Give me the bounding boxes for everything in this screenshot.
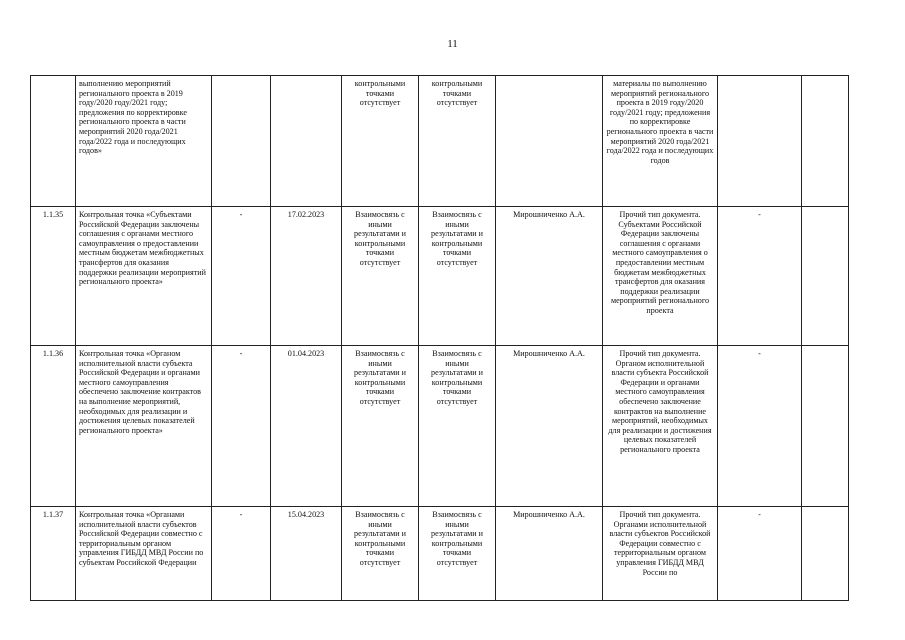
responsible-person: Мирошниченко А.А. [496,346,603,507]
row-number: 1.1.37 [31,507,76,601]
control-level: - [718,346,802,507]
due-date: 15.04.2023 [271,507,342,601]
next-link: Взаимосвязь с иными результатами и контрольными точками отсутствует [419,507,496,601]
document-description: Прочий тип документа. Органами исполнительной власти субъектов Российской Федерации совместно с территориальным органом управления ГИБДД МВД России по [603,507,718,601]
base-value: - [212,346,271,507]
document-description: Прочий тип документа. Органом исполнительной власти субъекта Российской Федерации и органами местного самоуправления обеспечено заключение контрактов на выполнение мероприятий, необходимых для реализации и достижения целевых показателей регионального проекта [603,346,718,507]
responsible-person [496,76,603,207]
previous-link: Взаимосвязь с иными результатами и контрольными точками отсутствует [342,507,419,601]
row-number [31,76,76,207]
control-point-name: Контрольная точка «Субъектами Российской Федерации заключены соглашения с органами местного самоуправления о предоставлении местным бюджетам межбюджетных трансфертов для оказания поддержки реализации мероприятий регионального проекта» [76,207,212,346]
next-link: контрольными точками отсутствует [419,76,496,207]
next-link: Взаимосвязь с иными результатами и контрольными точками отсутствует [419,346,496,507]
document-description: Прочий тип документа. Субъектами Российской Федерации заключены соглашения с органами местного самоуправления о предоставлении местным бюджетам межбюджетных трансфертов для оказания поддержки реализации мероприятий регионального проекта [603,207,718,346]
document-description: материалы по выполнению мероприятий регионального проекта в 2019 году/2020 году/2021 году; предложения по корректировке регионального проекта в части мероприятий 2020 года/2021 года/2022 года и последующих годов [603,76,718,207]
base-value: - [212,207,271,346]
control-level: - [718,507,802,601]
base-value: - [212,507,271,601]
control-level: - [718,207,802,346]
table-row [31,76,849,207]
due-date: 01.04.2023 [271,346,342,507]
control-points-table [30,75,849,601]
row-number: 1.1.35 [31,207,76,346]
control-point-name: выполнению мероприятий регионального проекта в 2019 году/2020 году/2021 году; предложения по корректировке регионального проекта в части мероприятий 2020 года/2021 года/2022 года и последующих годов» [76,76,212,207]
table-row [31,507,849,601]
extra-column [802,76,849,207]
previous-link: контрольными точками отсутствует [342,76,419,207]
next-link: Взаимосвязь с иными результатами и контрольными точками отсутствует [419,207,496,346]
control-level [718,76,802,207]
extra-column [802,346,849,507]
base-value [212,76,271,207]
page-number: 11 [447,38,458,50]
extra-column [802,507,849,601]
responsible-person: Мирошниченко А.А. [496,207,603,346]
control-point-name: Контрольная точка «Органами исполнительной власти субъектов Российской Федерации совместно с территориальным органом управления ГИБДД МВД России по субъектам Российской Федерации [76,507,212,601]
due-date [271,76,342,207]
table-row [31,346,849,507]
previous-link: Взаимосвязь с иными результатами и контрольными точками отсутствует [342,207,419,346]
responsible-person: Мирошниченко А.А. [496,507,603,601]
extra-column [802,207,849,346]
control-point-name: Контрольная точка «Органом исполнительной власти субъекта Российской Федерации и органами местного самоуправления обеспечено заключение контрактов на выполнение мероприятий, необходимых для реализации и достижения целевых показателей регионального проекта» [76,346,212,507]
table-row [31,207,849,346]
due-date: 17.02.2023 [271,207,342,346]
row-number: 1.1.36 [31,346,76,507]
previous-link: Взаимосвязь с иными результатами и контрольными точками отсутствует [342,346,419,507]
